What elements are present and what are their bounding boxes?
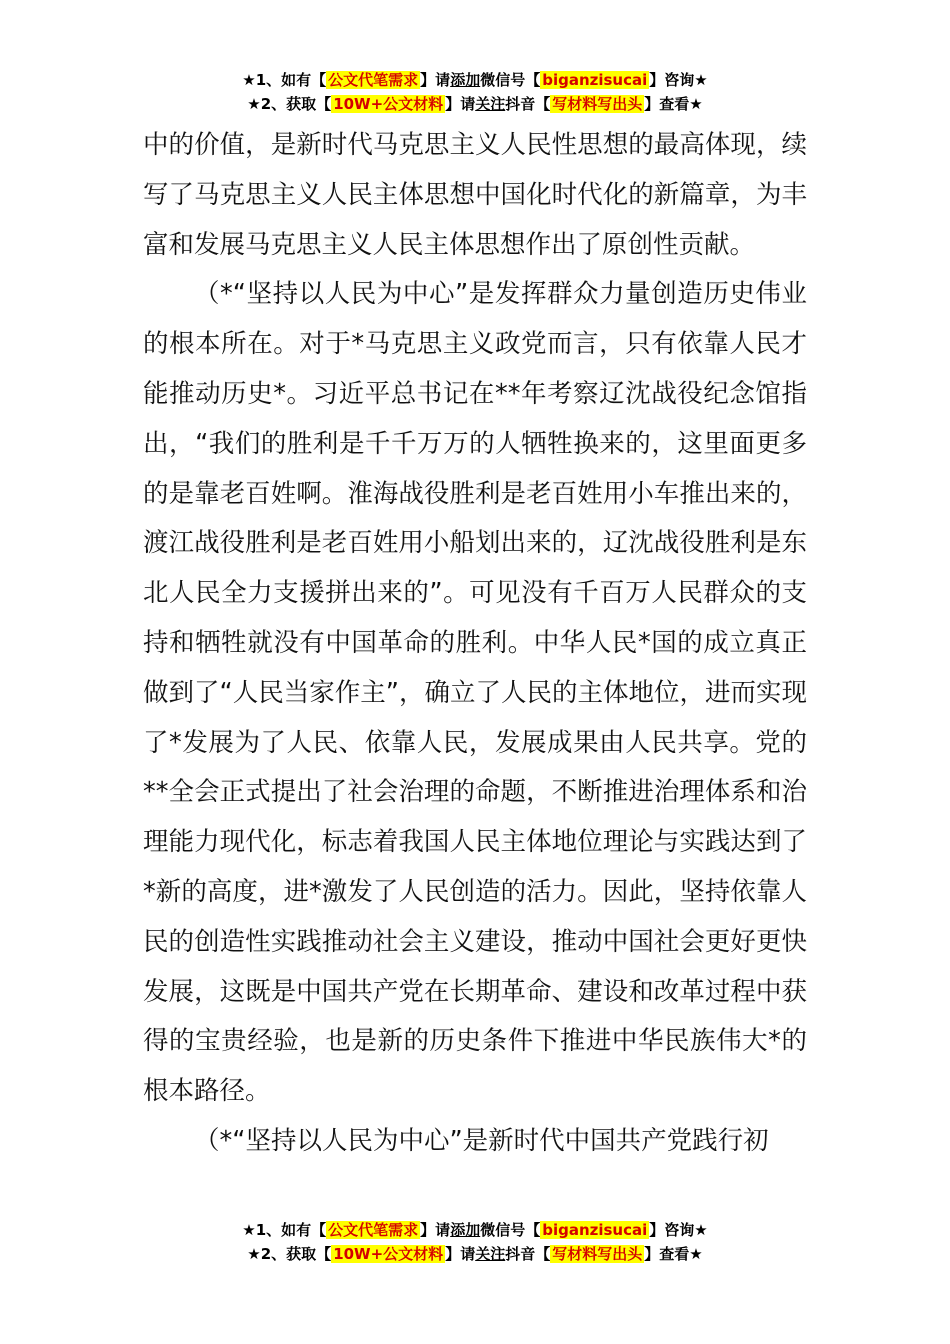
banner-text: ★1、如有【: [242, 1221, 327, 1239]
paragraph: （*“坚持以人民为中心”是发挥群众力量创造历史伟业的根本所在。对于*马克思主义政党而言，只有依靠人民才能推动历史*。习近平总书记在**年考察辽沈战役纪念馆指出，“我们的胜利是千千万万的人牺牲换来的，这里面更多的是靠老百姓啊。淮海战役胜利是老百姓用小车推出来的，渡江战役胜利是老百姓用小船划出来的，辽沈战役胜利是东北人民全力支援拼出来的”。可见没有千百万人民群众的支持和牺牲就没有中国革命的胜利。中华人民*国的成立真正做到了“人民当家作主”，确立了人民的主体地位，进而实现了*发展为了人民、依靠人民，发展成果由人民共享。党的**全会正式提出了社会治理的命题，不断推进治理体系和治理能力现代化，标志着我国人民主体地位理论与实践达到了*新的高度，进*激发了人民创造的活力。因此，坚持依靠人民的创造性实践推动社会主义建设，推动中国社会更好更快发展，这既是中国共产党在长期革命、建设和改革过程中获得的宝贵经验，也是新的历史条件下推进中华民族伟大*的根本路径。: [143, 279, 807, 1107]
banner-line-2: [0, 1242, 950, 1266]
highlight-service: 公文代笔需求: [328, 1221, 419, 1239]
banner-text: 抖音【: [505, 1245, 551, 1263]
banner-underlined: 添加: [450, 1221, 481, 1239]
banner-text: ★2、获取【: [247, 1245, 332, 1263]
banner-text: 】查看★: [644, 95, 703, 113]
banner-text: 】查看★: [644, 1245, 703, 1263]
banner-text: ★1、如有【: [242, 71, 327, 89]
banner-text: 】请: [420, 71, 451, 89]
banner-line-1: [0, 68, 950, 92]
footer-banner: [0, 1218, 950, 1266]
banner-text: 微信号【: [480, 71, 541, 89]
banner-text: 】请: [445, 1245, 476, 1263]
banner-underlined: 关注: [475, 1245, 506, 1263]
highlight-materials: 10W+公文材料: [333, 1245, 444, 1263]
banner-underlined: 关注: [475, 95, 506, 113]
banner-text: 】咨询★: [649, 71, 708, 89]
paragraph: （*“坚持以人民为中心”是新时代中国共产党践行初: [194, 1125, 769, 1156]
highlight-douyin: 写材料写出头: [552, 1245, 643, 1263]
banner-text: 微信号【: [480, 1221, 541, 1239]
highlight-wechat-id: biganzisucai: [542, 71, 648, 89]
paragraph-continued: 中的价值，是新时代马克思主义人民性思想的最高体现，续写了马克思主义人民主体思想中国化时代化的新篇章，为丰富和发展马克思主义人民主体思想作出了原创性贡献。: [143, 130, 807, 260]
banner-text: ★2、获取【: [247, 95, 332, 113]
highlight-wechat-id: biganzisucai: [542, 1221, 648, 1239]
highlight-materials: 10W+公文材料: [333, 95, 444, 113]
banner-text: 】咨询★: [649, 1221, 708, 1239]
banner-text: 】请: [420, 1221, 451, 1239]
banner-underlined: 添加: [450, 71, 481, 89]
highlight-service: 公文代笔需求: [328, 71, 419, 89]
banner-text: 抖音【: [505, 95, 551, 113]
document-body: [143, 121, 807, 1167]
banner-line-1: [0, 1218, 950, 1242]
banner-line-2: [0, 92, 950, 116]
banner-text: 】请: [445, 95, 476, 113]
highlight-douyin: 写材料写出头: [552, 95, 643, 113]
header-banner: [0, 68, 950, 116]
